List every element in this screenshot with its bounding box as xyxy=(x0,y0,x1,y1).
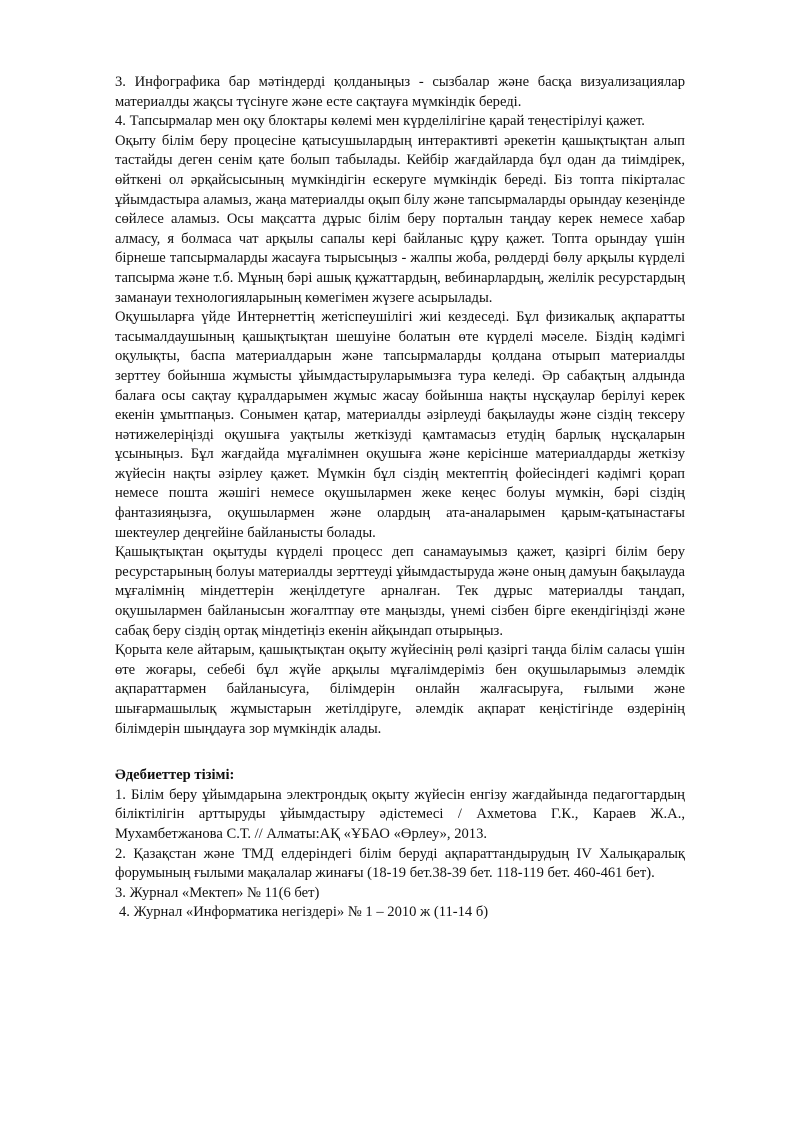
references-title: Әдебиеттер тізімі: xyxy=(115,767,235,784)
reference-item: 2. Қазақстан және ТМД елдеріндегі білім беруді ақпараттандырудың IV Халықаралық форумының ғылыми мақалалар жинағы (18-19 бет.38-39 бет. 118-119 бет. 460-461 бет). xyxy=(115,845,685,882)
body-paragraph: 3. Инфографика бар мәтіндерді қолданыңыз - сызбалар және басқа визуализациялар материалды жақсы түсінуге және есте сақтауға мүмкіндік береді. xyxy=(115,74,685,110)
reference-item: 3. Журнал «Мектеп» № 11(6 бет) xyxy=(115,884,320,901)
body-paragraph: Оқыту білім беру процесіне қатысушылардың интерактивті әрекетін қашықтықтан алып тастайды деген сенім қате болып табылады. Кейбір жағдайларда бұл одан да тиімдірек, өйткені ол әрқайсысының мүмкіндігін ескеруге мүмкіндік береді. Біз топта пікірталас ұйымдастыра аламыз, жаңа материалды оқып білу және тапсырмаларды орындау кезеңінде сөйлесе аламыз. Осы мақсатта дұрыс білім беру порталын таңдау керек немесе хабар алмасу, я болмаса чат арқылы сапалы кері байланыс құру қажет. Топта орындау үшін бірнеше тапсырмаларды жасауға тырысыңыз - жалпы жоба, рөлдерді бөлу арқылы күрделі тапсырма және т.б. Мұның бәрі ашық құжаттардың, вебинарлардың, желілік ресурстардың заманауи технологияларының көмегімен жүзеге асырылады. xyxy=(115,132,685,306)
reference-item: 1. Білім беру ұйымдарына электрондық оқыту жүйесін енгізу жағдайында педагогтардың біліктілігін арттыруды ұйымдастыру әдістемесі / Ахметова Г.К., Караев Ж.А., Мухамбетжанова С.Т. // Алматы:АҚ «ҰБАО «Өрлеу», 2013. xyxy=(115,786,685,842)
body-paragraph: Қашықтықтан оқытуды күрделі процесс деп санамауымыз қажет, қазіргі білім беру ресурстарының болуы материалды зерттеуді ұйымдастыруда және оның дамуын бақылауда мұғалімнің міндеттерін жеңілдетуге арналған. Тек дұрыс материалды таңдап, оқушылармен байланысын жоғалтпау өте маңызды, үнемі сізбен бірге екендігіңізді және сабақ беру сіздің ортақ міндетіңіз екенін айқындап отырыңыз. xyxy=(115,544,685,639)
body-paragraph: Оқушыларға үйде Интернеттің жетіспеушілігі жиі кездеседі. Бұл физикалық ақпаратты тасымалдаушының қашықтықтан шешуіне болатын өте күрделі мәселе. Біздің кәдімгі оқулықты, баспа материалдарын және тапсырмаларды қолдана отырып материалды зерттеу бойынша жұмысты ұйымдастыруларымызға тура келеді. Әр сабақтың алдында балаға осы сақтау құралдарымен жұмыс жасау бойынша нақты нұсқаулар берілуі керек екенін ұмытпаңыз. Сонымен қатар, материалды әзірлеуді бақылауды және сіздің тексеру нәтижелеріңізді оқушыға уақтылы жеткізуді қамтамасыз етудің барлық нұсқаларын ұсыныңыз. Бұл жағдайда мұғалімнен оқушыға және керісінше материалдарды жеткізу жүйесін нақты әзірлеу қажет. Мүмкін бұл сіздің мектептің фойесіндегі кәдімгі қорап немесе пошта жәшігі немесе оқушылармен жеке кеңес болуы мүмкін, бәрі сіздің фантазияңызға, оқушылармен және олардың ата-аналарымен қарым-қатынастағы шектеулер деңгейіне байланысты болады. xyxy=(115,309,685,541)
section-spacer xyxy=(115,739,685,766)
body-paragraph: 4. Тапсырмалар мен оқу блоктары көлемі мен күрделілігіне қарай теңестірілуі қажет. xyxy=(115,113,645,130)
document-page xyxy=(115,73,685,923)
reference-item: 4. Журнал «Информатика негіздері» № 1 – 2010 ж (11-14 б) xyxy=(119,904,489,921)
body-paragraph: Қорыта келе айтарым, қашықтықтан оқыту жүйесінің рөлі қазіргі таңда білім саласы үшін өте жоғары, себебі бұл жүйе арқылы мұғалімдеріміз бен оқушыларымыз әлемдік ақпараттармен байланысуға, білімдерін онлайн жалғасыруға, ғылыми және шығармашылық жұмыстарын жетілдіруге, әлемдік ақпарат кеңістігінде өздерінің білімдерін шыңдауға зор мүмкіндік алады. xyxy=(115,642,685,737)
